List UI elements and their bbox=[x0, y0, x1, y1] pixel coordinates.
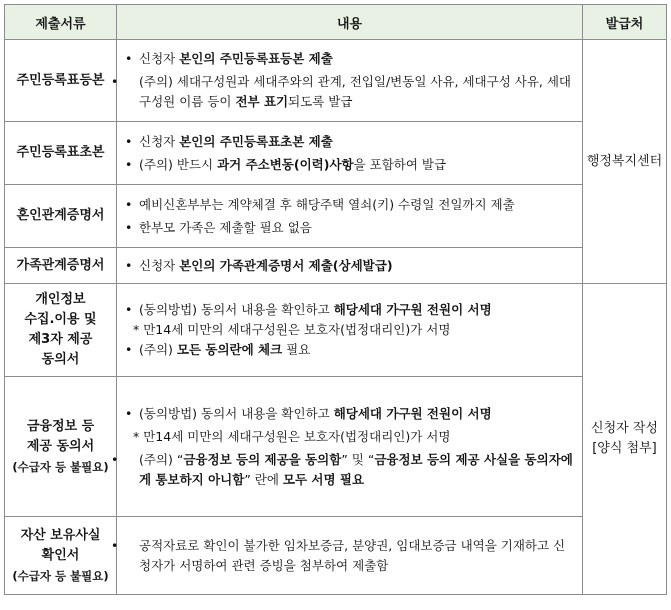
table-row bbox=[5, 40, 667, 122]
document-name: 금융정보 등 제공 동의서 (수급자 등 불필요) bbox=[5, 377, 117, 517]
submission-documents-table bbox=[4, 4, 667, 595]
header-issuer: 발급처 bbox=[583, 5, 667, 40]
list-item: • 신청자 본인의 가족관계증명서 제출(상세발급) bbox=[125, 257, 393, 273]
list-item: • (주의) 세대구성원과 세대주와의 관계, 전입일/변동일 사유, 세대구성 사유, 세대구성원 이름 등이 전부 표기되도록 발급 bbox=[111, 74, 571, 109]
list-item: • (주의) 반드시 과거 주소변동(이력)사항을 포함하여 발급 bbox=[125, 156, 447, 172]
document-name: 혼인관계증명서 bbox=[5, 185, 117, 248]
table-row bbox=[5, 517, 667, 595]
document-name: 주민등록표초본 bbox=[5, 122, 117, 185]
list-item: • (주의) 모든 동의란에 체크 필요 bbox=[125, 342, 311, 357]
header-content: 내용 bbox=[117, 5, 583, 40]
document-name: 개인정보 수집.이용 및 제3자 제공 동의서 bbox=[5, 284, 117, 377]
issuer-cell: 행정복지센터 bbox=[583, 40, 667, 284]
table-row bbox=[5, 122, 667, 185]
header-documents: 제출서류 bbox=[5, 5, 117, 40]
list-item: • 한부모 가족은 제출할 필요 없음 bbox=[125, 219, 312, 235]
document-name: 가족관계증명서 bbox=[5, 248, 117, 284]
list-item: • (동의방법) 동의서 내용을 확인하고 해당세대 가구원 전원이 서명 bbox=[125, 302, 492, 317]
document-name: 주민등록표등본 bbox=[5, 40, 117, 122]
note-text: * 만14세 미만의 세대구성원은 보호자(법정대리인)가 서명 bbox=[133, 322, 451, 337]
issuer-cell: 신청자 작성 [양식 첨부] bbox=[583, 284, 667, 595]
list-item: • 신청자 본인의 주민등록표등본 제출 bbox=[125, 51, 333, 66]
document-content bbox=[117, 248, 583, 284]
document-name: 자산 보유사실 확인서 (수급자 등 불필요) bbox=[5, 517, 117, 595]
document-content bbox=[117, 185, 583, 248]
header-row bbox=[5, 5, 667, 40]
document-content bbox=[111, 377, 583, 517]
list-item: • 신청자 본인의 주민등록표초본 제출 bbox=[125, 133, 333, 149]
document-content bbox=[111, 40, 583, 122]
list-item: • (동의방법) 동의서 내용을 확인하고 해당세대 가구원 전원이 서명 bbox=[125, 405, 492, 421]
document-content bbox=[117, 122, 583, 185]
document-content bbox=[117, 284, 583, 377]
note-text: * 만14세 미만의 세대구성원은 보호자(법정대리인)가 서명 bbox=[133, 428, 451, 444]
table-row bbox=[5, 377, 667, 517]
list-item: • 공적자료로 확인이 불가한 임차보증금, 분양권, 임대보증금 내역을 기재하고 신청자가 서명하여 관련 증빙을 첨부하여 제출함 bbox=[111, 537, 566, 573]
table-row bbox=[5, 248, 667, 284]
table-row bbox=[5, 284, 667, 377]
table-row bbox=[5, 185, 667, 248]
list-item: • (주의) “금융정보 등의 제공을 동의함” 및 “금융정보 등의 제공 사실을 동의자에게 통보하지 아니함” 란에 모두 서명 필요 bbox=[111, 451, 573, 487]
list-item: • 예비신혼부부는 계약체결 후 해당주택 열쇠(키) 수령일 전일까지 제출 bbox=[125, 196, 515, 212]
document-content bbox=[111, 517, 583, 595]
